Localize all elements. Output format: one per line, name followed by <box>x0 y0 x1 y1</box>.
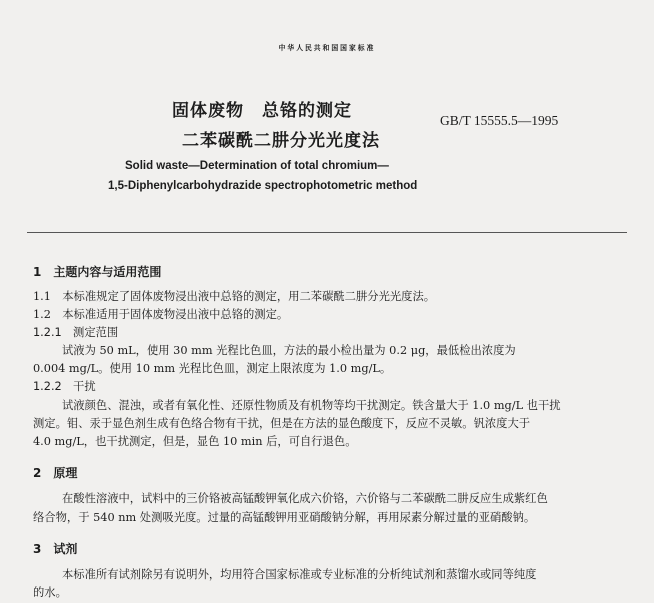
clause-1-2-2-text-line-3: 4.0 mg/L，也干扰测定，但是，显色 10 min 后，可自行退色。 <box>33 435 357 448</box>
section-2-heading: 2 原理 <box>33 466 78 480</box>
clause-1-2-1-heading: 1.2.1 测定范围 <box>33 326 119 339</box>
section-1-heading: 1 主题内容与适用范围 <box>33 265 162 279</box>
section-2-text-line-1: 在酸性溶液中，试料中的三价铬被高锰酸钾氧化成六价铬，六价铬与二苯碳酰二肼反应生成紫红色 <box>62 492 548 505</box>
english-title-line-1: Solid waste—Determination of total chromium— <box>125 160 389 172</box>
clause-1-1: 1.1 本标准规定了固体废物浸出液中总铬的测定，用二苯碳酰二肼分光光度法。 <box>33 290 436 303</box>
national-standard-heading: 中华人民共和国国家标准 <box>278 44 376 52</box>
clause-1-2-2-text-line-2: 测定。钼、汞于显色剂生成有色络合物有干扰，但是在方法的显色酸度下，反应不灵敏。钒浓度大于 <box>33 417 531 430</box>
clause-1-2: 1.2 本标准适用于固体废物浸出液中总铬的测定。 <box>33 308 289 321</box>
clause-1-2-1-text-line-1: 试液为 50 mL，使用 30 mm 光程比色皿，方法的最小检出量为 0.2 μg，最低检出浓度为 <box>62 344 516 357</box>
english-title-line-2: 1,5-Diphenylcarbohydrazide spectrophotometric method <box>108 180 418 192</box>
section-3-text-line-2: 的水。 <box>33 586 67 599</box>
clause-1-2-1-text-line-2: 0.004 mg/L。使用 10 mm 光程比色皿，测定上限浓度为 1.0 mg/L。 <box>33 362 392 375</box>
clause-1-2-2-text-line-1: 试液颜色、混浊，或者有氧化性、还原性物质及有机物等均干扰测定。铁含量大于 1.0 mg/L 也干扰 <box>62 399 561 412</box>
section-3-text-line-1: 本标准所有试剂除另有说明外，均用符合国家标准或专业标准的分析纯试剂和蒸馏水或同等纯度 <box>62 568 537 581</box>
chinese-title-line-2: 二苯碳酰二肼分光光度法 <box>182 131 380 151</box>
header-divider <box>27 232 627 233</box>
section-2-text-line-2: 络合物，于 540 nm 处测吸光度。过量的高锰酸钾用亚硝酸钠分解，再用尿素分解过量的亚硝酸钠。 <box>33 511 536 524</box>
clause-1-2-2-heading: 1.2.2 干扰 <box>33 380 96 393</box>
standard-number: GB/T 15555.5—1995 <box>440 113 559 128</box>
chinese-title-line-1: 固体废物 总铬的测定 <box>172 101 352 121</box>
section-3-heading: 3 试剂 <box>33 542 78 556</box>
